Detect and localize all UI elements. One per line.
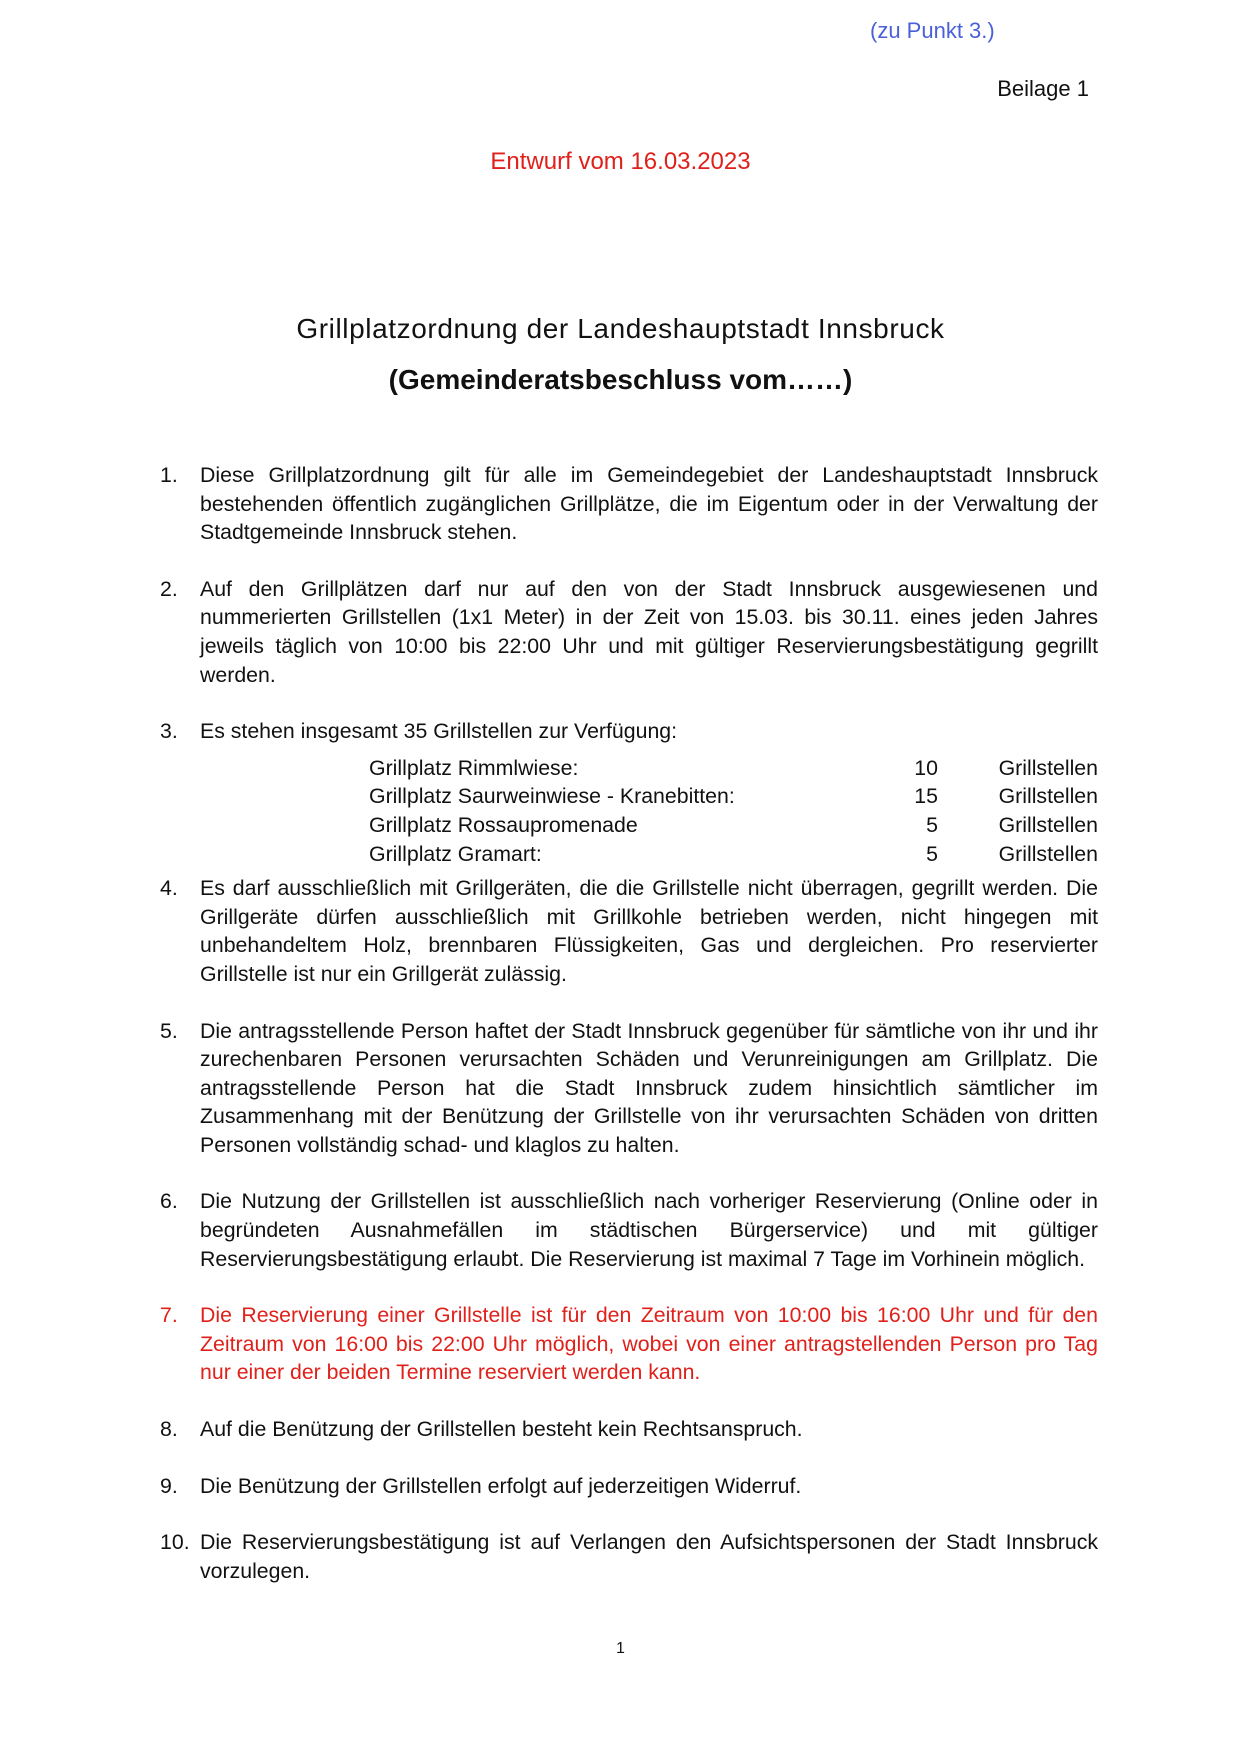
- table-row: [369, 782, 1098, 811]
- reference-note: (zu Punkt 3.): [870, 18, 995, 43]
- regulation-list: [160, 461, 1098, 1585]
- draft-date: Entwurf vom 16.03.2023: [490, 148, 751, 175]
- item-text: Die Reservierungsbestätigung ist auf Verlangen den Aufsichtspersonen der Stadt Innsbruck vorzulegen.: [200, 1530, 1098, 1583]
- item-text: Diese Grillplatzordnung gilt für alle im Gemeindegebiet der Landeshauptstadt Innsbruck bestehenden öffentlich zugänglichen Grillplätze, die im Eigentum oder in der Verwaltung der Stadtgemeinde Innsbruck stehen.: [200, 463, 1098, 545]
- item-number: 10.: [160, 1530, 190, 1555]
- grill-sites-table: [369, 754, 1098, 868]
- item-text: Die Benützung der Grillstellen erfolgt auf jederzeitigen Widerruf.: [200, 1473, 802, 1498]
- document-subtitle: (Gemeinderatsbeschluss vom……): [388, 364, 853, 395]
- item-text: Auf die Benützung der Grillstellen besteht kein Rechtsanspruch.: [200, 1417, 803, 1442]
- item-number: 4.: [160, 876, 178, 901]
- list-item: [160, 874, 1098, 988]
- item-number: 5.: [160, 1018, 178, 1043]
- list-item: [160, 461, 1098, 547]
- list-item: [160, 1528, 1098, 1585]
- item-number: 2.: [160, 576, 178, 601]
- site-unit: Grillstellen: [998, 755, 1098, 780]
- item-number: 7.: [160, 1303, 178, 1328]
- site-count: 10: [914, 755, 938, 780]
- list-item-highlighted: [160, 1301, 1098, 1387]
- item-text: Auf den Grillplätzen darf nur auf den von der Stadt Innsbruck ausgewiesenen und nummerierten Grillstellen (1x1 Meter) in der Zeit von 15.03. bis 30.11. eines jeden Jahres jeweils täglich von 10:00 bis 22:00 Uhr und mit gültiger Reservierungsbestätigung gegrillt werden.: [200, 576, 1098, 687]
- list-item: [160, 1472, 1098, 1501]
- site-unit: Grillstellen: [998, 784, 1098, 809]
- table-row: [369, 840, 1098, 869]
- site-unit: Grillstellen: [998, 841, 1098, 866]
- item-text: Die Nutzung der Grillstellen ist ausschließlich nach vorheriger Reservierung (Online oder in begründeten Ausnahmefällen im städtischen Bürgerservice) und mit gültiger Reservierungsbestätigung erlaubt. Die Reservierung ist maximal 7 Tage im Vorhinein möglich.: [200, 1189, 1098, 1271]
- site-name: Grillplatz Rimmlwiese:: [369, 755, 579, 780]
- site-name: Grillplatz Rossaupromenade: [369, 812, 638, 837]
- page-number: 1: [616, 1640, 625, 1657]
- site-unit: Grillstellen: [998, 812, 1098, 837]
- item-number: 3.: [160, 719, 178, 744]
- list-item: [160, 575, 1098, 689]
- site-count: 5: [926, 812, 938, 837]
- list-item: [160, 1415, 1098, 1444]
- site-name: Grillplatz Saurweinwiese - Kranebitten:: [369, 784, 735, 809]
- item-number: 6.: [160, 1189, 178, 1214]
- table-row: [369, 811, 1098, 840]
- table-row: [369, 754, 1098, 783]
- item-number: 1.: [160, 463, 178, 487]
- site-name: Grillplatz Gramart:: [369, 841, 542, 866]
- site-count: 5: [926, 841, 938, 866]
- site-count: 15: [914, 784, 938, 809]
- list-item: [160, 1187, 1098, 1273]
- list-item: [160, 1017, 1098, 1160]
- list-item: [160, 717, 1098, 746]
- item-text: Es stehen insgesamt 35 Grillstellen zur Verfügung:: [200, 719, 678, 744]
- item-number: 8.: [160, 1417, 178, 1442]
- attachment-label: Beilage 1: [997, 76, 1089, 101]
- item-text: Es darf ausschließlich mit Grillgeräten, die die Grillstelle nicht überragen, gegrillt werden. Die Grillgeräte dürfen ausschließlich mit Grillkohle betrieben werden, nicht hingegen mit unbehandeltem Holz, brennbaren Flüssigkeiten, Gas und dergleichen. Pro reservierter Grillstelle ist nur ein Grillgerät zulässig.: [200, 876, 1098, 986]
- item-text: Die Reservierung einer Grillstelle ist für den Zeitraum von 10:00 bis 16:00 Uhr und für den Zeitraum von 16:00 bis 22:00 Uhr möglich, wobei von einer antragstellenden Person pro Tag nur einer der beiden Termine reserviert werden kann.: [200, 1303, 1098, 1385]
- item-text: Die antragsstellende Person haftet der Stadt Innsbruck gegenüber für sämtliche von ihr und ihr zurechenbaren Personen verursachten Schäden und Verunreinigungen am Grillplatz. Die antragsstellende Person hat die Stadt Innsbruck zudem hinsichtlich sämtlicher im Zusammenhang mit der Benützung der Grillstelle von ihr verursachten Schäden von dritten Personen vollständig schad- und klaglos zu halten.: [200, 1018, 1098, 1157]
- document-title: Grillplatzordnung der Landeshauptstadt Innsbruck: [296, 313, 945, 344]
- item-number: 9.: [160, 1473, 178, 1498]
